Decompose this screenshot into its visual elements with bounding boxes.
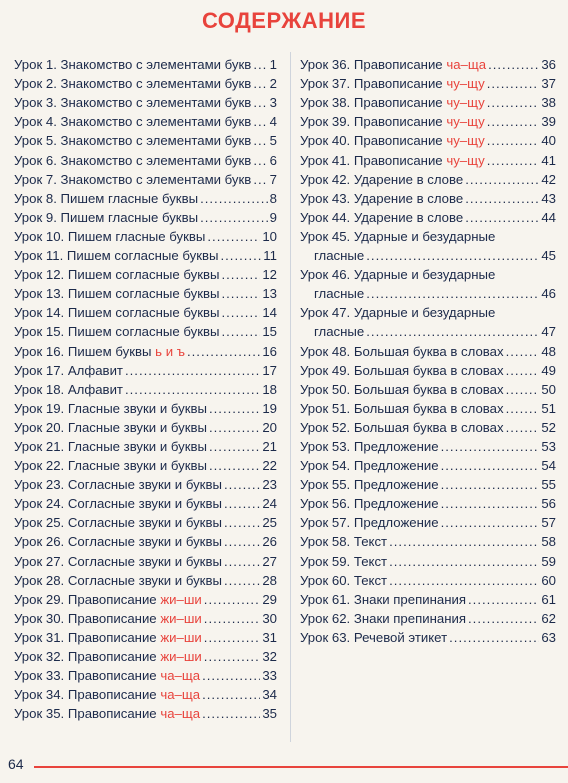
dot-leader [221, 305, 260, 320]
dot-leader [506, 363, 540, 378]
toc-entry [300, 588, 556, 607]
toc-entry-title: Урок 53. Предложение [300, 438, 439, 454]
dot-leader [253, 172, 267, 187]
dot-leader [488, 57, 539, 72]
dot-leader [487, 133, 540, 148]
dot-leader [468, 611, 539, 626]
toc-entry-title: Урок 25. Согласные звуки и буквы [14, 515, 222, 531]
dot-leader [224, 515, 260, 530]
toc-entry-page: 16 [262, 343, 277, 359]
dot-leader [200, 191, 268, 206]
toc-entry-page: 17 [262, 362, 277, 378]
toc-entry-page: 44 [541, 209, 556, 225]
toc-entry-title: Урок 51. Большая буква в словах [300, 400, 504, 416]
toc-entry-title: Урок 41. Правописание [300, 152, 443, 168]
dot-leader [204, 592, 261, 607]
dot-leader [487, 95, 540, 110]
toc-entry [300, 397, 556, 416]
toc-entry-title: Урок 32. Правописание [14, 649, 157, 664]
toc-entry-page: 54 [541, 458, 556, 474]
toc-entry [300, 569, 556, 588]
toc-entry-title: Урок 11. Пишем согласные буквы [14, 248, 219, 264]
toc-entry-highlight: ча–ща [160, 668, 201, 684]
toc-entry-page: 28 [262, 572, 277, 588]
toc-entry-title: Урок 62. Знаки препинания [300, 610, 466, 626]
toc-entry-page: 61 [541, 591, 556, 607]
toc-entry [14, 683, 277, 702]
toc-entry-highlight: жи–ши [160, 610, 202, 626]
toc-entry-page: 8 [269, 190, 277, 206]
toc-entry-highlight: ча–ща [446, 57, 487, 73]
dot-leader [253, 76, 267, 91]
toc-entry-page: 20 [262, 419, 277, 435]
dot-leader [487, 114, 540, 129]
toc-entry-page: 33 [262, 668, 277, 684]
toc-entry [300, 206, 556, 225]
toc-entry [14, 72, 277, 91]
toc-entry-page: 26 [262, 534, 277, 550]
toc-entry-page: 1 [269, 57, 277, 73]
dot-leader [220, 248, 261, 263]
toc-entry-title: Урок 38. Правописание [300, 95, 443, 111]
toc-entry-highlight: чу–щу [446, 114, 485, 130]
toc-entry-title: Урок 37. Правописание [300, 76, 443, 92]
toc-entry-title: Урок 50. Большая буква в словах [300, 381, 504, 397]
toc-entry-page: 53 [541, 438, 556, 454]
toc-entry [300, 626, 556, 645]
toc-entry-page: 38 [541, 95, 556, 111]
toc-entry [300, 301, 556, 339]
toc-entry [300, 263, 556, 301]
toc-entry-highlight: чу–щу [446, 95, 485, 111]
toc-entry-title: Урок 22. Гласные звуки и буквы [14, 458, 207, 474]
toc-entry-page: 5 [269, 133, 277, 149]
dot-leader [202, 687, 260, 702]
dot-leader [253, 114, 267, 129]
dot-leader [200, 210, 268, 225]
dot-leader [389, 573, 539, 588]
toc-entry-page: 31 [262, 629, 277, 645]
toc-entry [14, 588, 277, 607]
toc-right-column [300, 53, 556, 645]
toc-entry-page: 32 [262, 649, 277, 664]
toc-entry [300, 378, 556, 397]
toc-entry-page: 56 [541, 496, 556, 512]
dot-leader [209, 458, 260, 473]
page-number: 64 [8, 756, 24, 772]
toc-entry-title: Урок 44. Ударение в слове [300, 209, 464, 225]
toc-entry-title: Урок 23. Согласные звуки и буквы [14, 477, 222, 493]
footer-rule [34, 766, 568, 768]
dot-leader [221, 267, 260, 282]
dot-leader [506, 344, 540, 359]
toc-entry-page: 30 [262, 610, 277, 626]
dot-leader [253, 153, 267, 168]
dot-leader [224, 477, 260, 492]
toc-entry-title: гласные [314, 286, 365, 302]
toc-entry-page: 50 [541, 381, 556, 397]
toc-entry [14, 454, 277, 473]
toc-entry [14, 320, 277, 339]
toc-entry [300, 168, 556, 187]
dot-leader [465, 172, 539, 187]
toc-entry-title: Урок 56. Предложение [300, 496, 439, 512]
toc-entry [14, 110, 277, 129]
toc-entry [300, 473, 556, 492]
toc-entry [300, 511, 556, 530]
toc-entry-title: Урок 27. Согласные звуки и буквы [14, 553, 222, 569]
dot-leader [204, 611, 261, 626]
toc-entry-title: Урок 5. Знакомство с элементами букв [14, 133, 252, 149]
toc-entry-page: 47 [541, 324, 556, 340]
toc-entry [14, 549, 277, 568]
toc-entry-title: гласные [314, 248, 365, 264]
toc-entry-title: Урок 28. Согласные звуки и буквы [14, 572, 222, 588]
toc-entry-title: Урок 33. Правописание [14, 668, 157, 684]
toc-entry-title: Урок 57. Предложение [300, 515, 439, 531]
toc-entry-title: Урок 14. Пишем согласные буквы [14, 305, 220, 321]
toc-entry-page: 22 [262, 458, 277, 474]
toc-entry-title: Урок 52. Большая буква в словах [300, 419, 504, 435]
toc-entry [14, 91, 277, 110]
toc-entry-title: Урок 4. Знакомство с элементами букв [14, 114, 252, 130]
toc-entry-title: Урок 13. Пишем согласные буквы [14, 286, 220, 302]
toc-entry [14, 263, 277, 282]
toc-entry-page: 58 [541, 534, 556, 550]
toc-entry-title: Урок 55. Предложение [300, 477, 439, 493]
dot-leader [465, 210, 539, 225]
toc-entry-title: Урок 40. Правописание [300, 133, 443, 149]
toc-entry [14, 225, 277, 244]
toc-entry-page: 10 [262, 228, 277, 244]
toc-entry-title: Урок 12. Пишем согласные буквы [14, 267, 220, 283]
toc-entry-title: Урок 63. Речевой этикет [300, 629, 448, 645]
dot-leader [209, 420, 260, 435]
dot-leader [224, 534, 260, 549]
toc-entry-page: 29 [262, 591, 277, 607]
toc-entry-title: Урок 58. Текст [300, 534, 388, 550]
dot-leader [468, 592, 539, 607]
toc-entry-page: 4 [269, 114, 277, 130]
dot-leader [224, 554, 260, 569]
toc-entry-title: Урок 20. Гласные звуки и буквы [14, 419, 207, 435]
dot-leader [253, 57, 267, 72]
toc-entry [300, 359, 556, 378]
toc-entry [300, 530, 556, 549]
toc-entry [300, 435, 556, 454]
toc-entry [14, 359, 277, 378]
dot-leader [202, 706, 260, 721]
toc-entry [14, 435, 277, 454]
toc-entry [300, 72, 556, 91]
toc-entry-page: 7 [269, 171, 277, 187]
toc-entry-page: 36 [541, 57, 556, 73]
toc-entry-title: Урок 39. Правописание [300, 114, 443, 130]
dot-leader [207, 229, 260, 244]
dot-leader [441, 458, 540, 473]
toc-entry-title: Урок 46. Ударные и безударные [300, 267, 496, 283]
toc-entry [300, 607, 556, 626]
toc-entry-page: 3 [269, 95, 277, 111]
toc-entry [14, 244, 277, 263]
toc-entry [14, 301, 277, 320]
toc-entry-title: Урок 1. Знакомство с элементами букв [14, 57, 252, 73]
toc-entry-page: 9 [269, 209, 277, 225]
dot-leader [487, 76, 540, 91]
toc-entry-page: 63 [541, 629, 556, 645]
toc-entry [300, 148, 556, 167]
toc-entry-highlight: чу–щу [446, 133, 485, 149]
toc-entry-highlight: чу–щу [446, 152, 485, 168]
dot-leader [221, 324, 260, 339]
toc-entry-title: Урок 19. Гласные звуки и буквы [14, 400, 207, 416]
dot-leader [125, 363, 260, 378]
toc-entry-title: Урок 7. Знакомство с элементами букв [14, 171, 252, 187]
toc-entry-page: 49 [541, 362, 556, 378]
toc-entry-title: Урок 18. Алфавит [14, 381, 123, 397]
dot-leader [204, 630, 261, 645]
toc-entry-title: Урок 47. Ударные и безударные [300, 305, 496, 321]
page-title: СОДЕРЖАНИЕ [201, 8, 367, 33]
dot-leader [441, 477, 540, 492]
toc-entry [14, 282, 277, 301]
toc-entry-title: гласные [314, 324, 365, 340]
toc-entry-title: Урок 3. Знакомство с элементами букв [14, 95, 252, 111]
toc-entry-page: 41 [541, 152, 556, 168]
dot-leader [253, 95, 267, 110]
toc-entry-page: 6 [269, 152, 277, 168]
toc-entry-title: Урок 17. Алфавит [14, 362, 123, 378]
toc-entry [14, 473, 277, 492]
dot-leader [441, 439, 540, 454]
toc-entry [300, 129, 556, 148]
dot-leader [366, 286, 539, 301]
toc-entry-title: Урок 2. Знакомство с элементами букв [14, 76, 252, 92]
toc-entry-page: 55 [541, 477, 556, 493]
toc-entry-highlight: жи–ши [160, 591, 202, 607]
toc-entry-title: Урок 21. Гласные звуки и буквы [14, 438, 207, 454]
toc-entry [300, 91, 556, 110]
toc-entry-page: 18 [262, 381, 277, 397]
toc-entry-title: Урок 42. Ударение в слове [300, 171, 464, 187]
toc-entry [300, 110, 556, 129]
toc-entry-title: Урок 26. Согласные звуки и буквы [14, 534, 222, 550]
toc-entry-page: 34 [262, 687, 277, 703]
dot-leader [389, 534, 539, 549]
toc-entry [300, 187, 556, 206]
toc-entry-highlight: жи–ши [160, 649, 202, 664]
toc-entry-title: Урок 16. Пишем буквы [14, 343, 152, 359]
toc-entry-page: 13 [262, 286, 277, 302]
dot-leader [506, 401, 540, 416]
toc-entry-page: 35 [262, 706, 277, 722]
dot-leader [187, 344, 260, 359]
toc-entry-title: Урок 36. Правописание [300, 57, 443, 73]
toc-entry-title: Урок 45. Ударные и безударные [300, 228, 496, 244]
toc-entry-title: Урок 43. Ударение в слове [300, 190, 464, 206]
toc-entry-page: 42 [541, 171, 556, 187]
toc-entry [14, 339, 277, 358]
toc-entry-title: Урок 49. Большая буква в словах [300, 362, 504, 378]
toc-entry [14, 530, 277, 549]
dot-leader [449, 630, 539, 645]
dot-leader [441, 515, 540, 530]
toc-entry [14, 664, 277, 683]
toc-entry-title: Урок 8. Пишем гласные буквы [14, 190, 199, 206]
toc-entry [300, 416, 556, 435]
toc-left-column [14, 53, 277, 721]
toc-entry-title: Урок 34. Правописание [14, 687, 157, 703]
dot-leader [209, 401, 260, 416]
toc-entry-title: Урок 60. Текст [300, 572, 388, 588]
dot-leader [253, 133, 267, 148]
toc-entry-title: Урок 30. Правописание [14, 610, 157, 626]
toc-entry [14, 511, 277, 530]
toc-entry [300, 225, 556, 263]
toc-entry-highlight: ча–ща [160, 687, 201, 703]
toc-entry-page: 43 [541, 190, 556, 206]
toc-entry-page: 23 [262, 477, 277, 493]
dot-leader [224, 496, 260, 511]
toc-entry [14, 168, 277, 187]
toc-entry-title: Урок 24. Согласные звуки и буквы [14, 496, 222, 512]
toc-entry [300, 53, 556, 72]
toc-entry [14, 53, 277, 72]
dot-leader [125, 382, 260, 397]
toc-entry [14, 416, 277, 435]
toc-entry-page: 60 [541, 572, 556, 588]
toc-entry-highlight: жи–ши [160, 629, 202, 645]
toc-entry-page: 12 [262, 267, 277, 283]
toc-entry-highlight: ча–ща [160, 706, 201, 722]
toc-entry-title: Урок 10. Пишем гласные буквы [14, 228, 206, 244]
toc-entry-page: 25 [262, 515, 277, 531]
dot-leader [366, 324, 539, 339]
toc-entry-page: 57 [541, 515, 556, 531]
dot-leader [209, 439, 260, 454]
toc-entry-highlight: чу–щу [446, 76, 485, 92]
toc-entry-page: 59 [541, 553, 556, 569]
dot-leader [506, 420, 540, 435]
toc-entry-title: Урок 31. Правописание [14, 629, 157, 645]
toc-entry-page: 15 [262, 324, 277, 340]
toc-entry-page: 39 [541, 114, 556, 130]
toc-entry-page: 11 [263, 248, 277, 264]
dot-leader [506, 382, 540, 397]
toc-entry-title: Урок 29. Правописание [14, 591, 157, 607]
column-divider [290, 52, 291, 742]
toc-entry-highlight: ь и ъ [155, 343, 185, 359]
dot-leader [389, 554, 539, 569]
toc-entry [14, 702, 277, 721]
toc-entry [14, 569, 277, 588]
toc-entry [300, 454, 556, 473]
dot-leader [202, 668, 260, 683]
toc-entry [14, 645, 277, 664]
dot-leader [366, 248, 539, 263]
toc-entry [14, 187, 277, 206]
toc-entry-page: 48 [541, 343, 556, 359]
dot-leader [487, 153, 540, 168]
toc-entry-page: 62 [541, 610, 556, 626]
toc-entry-page: 46 [541, 286, 556, 302]
toc-entry-page: 21 [262, 438, 277, 454]
dot-leader [441, 496, 540, 511]
toc-entry-page: 24 [262, 496, 277, 512]
toc-entry [300, 339, 556, 358]
toc-entry [300, 549, 556, 568]
toc-entry [14, 378, 277, 397]
toc-entry-page: 37 [541, 76, 556, 92]
dot-leader [224, 573, 260, 588]
dot-leader [221, 286, 260, 301]
toc-entry-page: 52 [541, 419, 556, 435]
toc-entry [14, 206, 277, 225]
toc-entry [14, 607, 277, 626]
toc-entry-page: 27 [262, 553, 277, 569]
toc-entry [14, 492, 277, 511]
toc-entry-page: 14 [262, 305, 277, 321]
toc-entry [300, 492, 556, 511]
toc-entry-page: 45 [541, 248, 556, 264]
toc-entry-page: 2 [269, 76, 277, 92]
toc-entry-page: 19 [262, 400, 277, 416]
toc-entry [14, 397, 277, 416]
toc-entry-title: Урок 35. Правописание [14, 706, 157, 722]
toc-entry-page: 40 [541, 133, 556, 149]
toc-entry-title: Урок 48. Большая буква в словах [300, 343, 504, 359]
toc-entry-page: 51 [541, 400, 556, 416]
toc-entry [14, 129, 277, 148]
dot-leader [204, 649, 261, 664]
toc-entry-title: Урок 15. Пишем согласные буквы [14, 324, 220, 340]
toc-entry-title: Урок 9. Пишем гласные буквы [14, 209, 199, 225]
dot-leader [465, 191, 539, 206]
toc-entry-title: Урок 6. Знакомство с элементами букв [14, 152, 252, 168]
toc-entry [14, 148, 277, 167]
toc-entry-title: Урок 54. Предложение [300, 458, 439, 474]
toc-entry-title: Урок 61. Знаки препинания [300, 591, 466, 607]
toc-entry [14, 626, 277, 645]
toc-entry-title: Урок 59. Текст [300, 553, 388, 569]
